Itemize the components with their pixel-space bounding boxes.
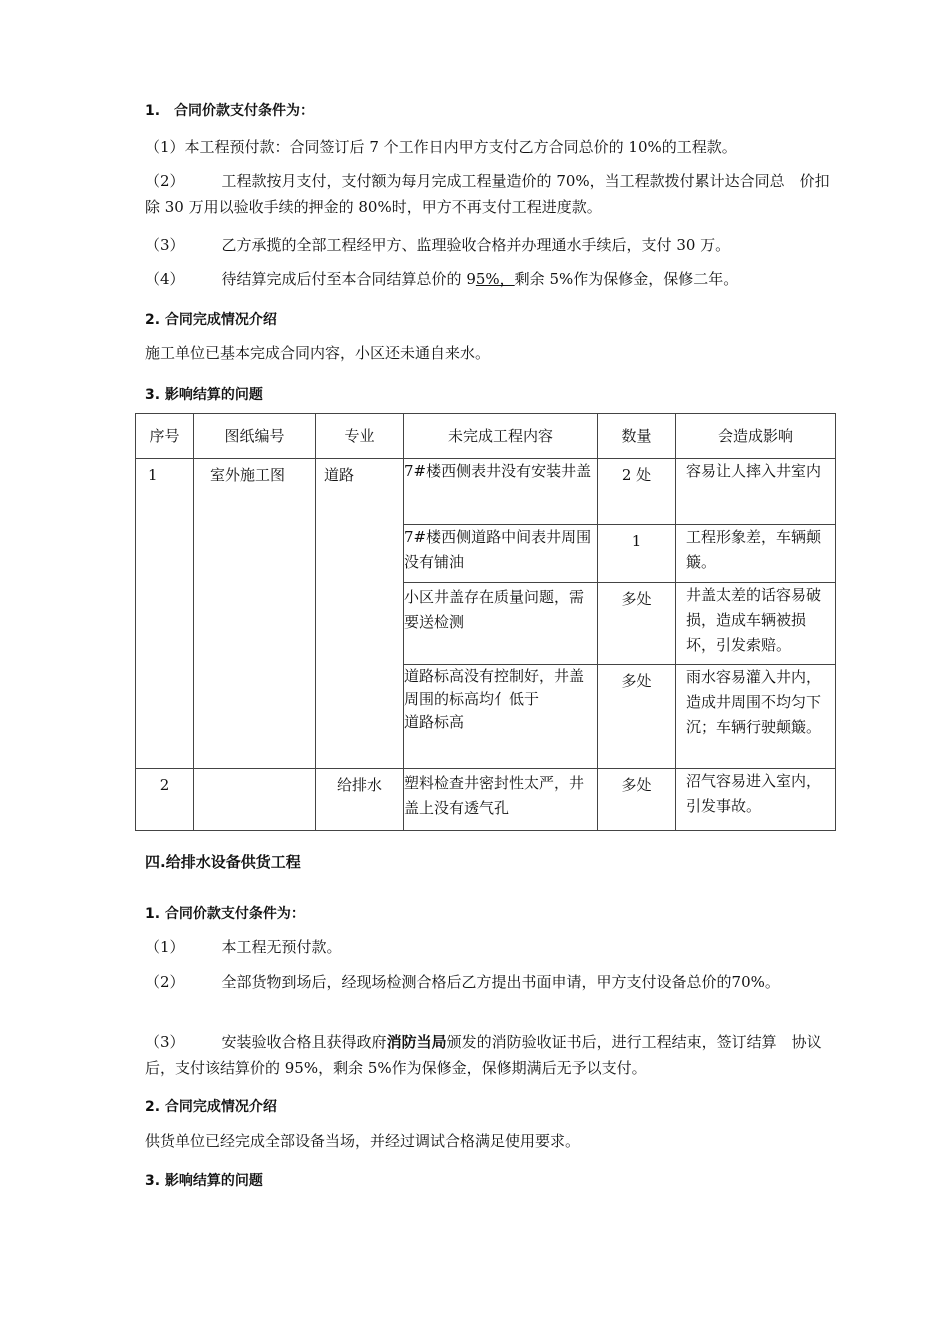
content-cell: 7#楼西侧表井没有安装井盖 xyxy=(404,459,598,525)
header-cell: 专业 xyxy=(316,414,404,459)
content-cell xyxy=(404,769,598,831)
item-text-tail: 颁发的消防验收证书后，进行工程结束，签订结算 协议后，支付该结算价的 95%，剩余 5%作为保修金，保修期满后无予以支付。 xyxy=(145,1033,822,1077)
acceptance-payment-text xyxy=(145,1029,835,1081)
issues-heading: 3. 影响结算的问题 xyxy=(145,387,263,403)
item-text: 安装验收合格且获得政府 xyxy=(221,1033,387,1051)
monthly-payment-text xyxy=(145,168,835,220)
content-clip: 塑料检查井密封性太严，井盖上没有透气孔 xyxy=(404,774,585,817)
section-title: 四.给排水设备供货工程 xyxy=(145,853,301,871)
item-number: （3） xyxy=(145,236,185,254)
final-payment-text xyxy=(145,266,835,292)
content-line: 道路标高没有控制好，井盖周围的标高均亻低于 xyxy=(404,667,585,708)
impact-cell: 沼气容易进入室内，引发事故。 xyxy=(676,769,836,831)
completion-text: 供货单位已经完成全部设备当场，并经过调试合格满足使用要求。 xyxy=(145,1132,581,1150)
water-acceptance-payment-text xyxy=(145,232,835,258)
delivery-payment-text xyxy=(145,969,835,995)
table-row xyxy=(136,769,836,831)
header-cell: 未完成工程内容 xyxy=(404,414,598,459)
completion-heading: 2. 合同完成情况介绍 xyxy=(145,1099,277,1115)
content-cell: 7#楼西侧道路中间表井周围没有铺油 xyxy=(404,525,598,583)
underlined-percent: 5%， xyxy=(475,270,515,288)
quantity-cell: 多处 xyxy=(598,583,676,665)
drawing-cell xyxy=(194,769,316,831)
item-text: 工程款按月支付，支付额为每月完成工程量造价的 70%，当工程款拨付累计达合同总 价扣除 30 万用以验收手续的押金的 80%时，甲方不再支付工程进度款。 xyxy=(145,172,830,216)
content-cell: 小区井盖存在质量问题，需要送检测 xyxy=(404,583,598,665)
item-text: 待结算完成后付至本合同结算总价的 9 xyxy=(221,270,476,288)
header-cell: 会造成影响 xyxy=(676,414,836,459)
header-cell: 序号 xyxy=(136,414,194,459)
quantity-cell: 2 处 xyxy=(598,459,676,525)
advance-payment-text: （1）本工程预付款：合同签订后 7 个工作日内甲方支付乙方合同总价的 10%的工程款。 xyxy=(145,138,737,156)
major-cell: 道路 xyxy=(316,459,404,769)
completion-heading: 2. 合同完成情况介绍 xyxy=(145,312,277,328)
bold-authority: 消防当局 xyxy=(386,1033,447,1051)
impact-cell: 工程形象差，车辆颠簸。 xyxy=(676,525,836,583)
payment-terms-heading: 1. 合同价款支付条件为： xyxy=(145,906,305,922)
payment-terms-heading: 1. 合同价款支付条件为： xyxy=(145,103,315,119)
row-number-cell: 1 xyxy=(136,459,194,769)
impact-cell: 雨水容易灌入井内，造成井周围不均匀下沉；车辆行驶颠簸。 xyxy=(676,665,836,769)
completion-text: 施工单位已基本完成合同内容，小区还未通自来水。 xyxy=(145,344,491,362)
table-row xyxy=(136,459,836,525)
drawing-cell: 室外施工图 xyxy=(194,459,316,769)
impact-cell: 井盖太差的话容易破损，造成车辆被损坏，引发索赔。 xyxy=(676,583,836,665)
major-cell: 给排水 xyxy=(316,769,404,831)
item-number: （4） xyxy=(145,270,185,288)
issues-table xyxy=(135,413,836,831)
item-text-tail: 剩余 5%作为保修金，保修二年。 xyxy=(514,270,739,288)
issues-heading: 3. 影响结算的问题 xyxy=(145,1173,263,1189)
header-cell: 数量 xyxy=(598,414,676,459)
content-cell xyxy=(404,665,598,769)
item-number: （3） xyxy=(145,1033,185,1051)
quantity-cell: 多处 xyxy=(598,769,676,831)
no-advance-text xyxy=(145,934,835,960)
item-number: （1） xyxy=(145,938,185,956)
item-text: 乙方承揽的全部工程经甲方、监理验收合格并办理通水手续后，支付 30 万。 xyxy=(221,236,731,254)
item-number: （2） xyxy=(145,172,185,190)
item-text: 全部货物到场后，经现场检测合格后乙方提出书面申请，甲方支付设备总价的70%。 xyxy=(221,973,780,991)
header-cell: 图纸编号 xyxy=(194,414,316,459)
table-header-row xyxy=(136,414,836,459)
impact-cell: 容易让人摔入井室内 xyxy=(676,459,836,525)
item-text: 本工程无预付款。 xyxy=(221,938,342,956)
item-number: （2） xyxy=(145,973,185,991)
quantity-cell: 1 xyxy=(598,525,676,583)
quantity-cell: 多处 xyxy=(598,665,676,769)
content-line: 道路标高 xyxy=(404,713,465,731)
row-number-cell: 2 xyxy=(136,769,194,831)
